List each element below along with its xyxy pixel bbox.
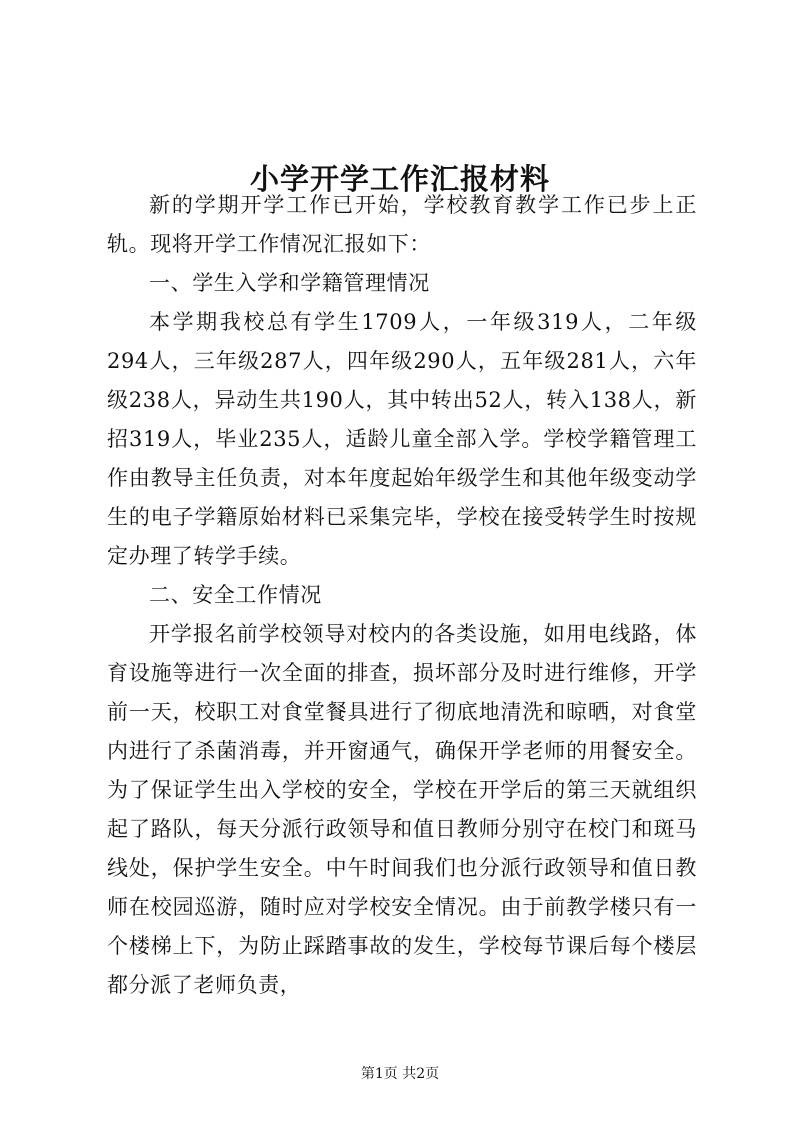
enrollment-paragraph: 本学期我校总有学生1709人，一年级319人，二年级294人，三年级287人，四年级290人，五年级281人，六年级238人，异动生共190人，其中转出52人，转入138人，新招319人，毕业235人，适龄儿童全部入学。学校学籍管理工作由教导主任负责，对本年度起始年级学生和其他年级变动学生的电子学籍原始材料已采集完毕，学校在接受转学生时按规定办理了转学手续。 (107, 310, 697, 568)
document-title: 小学开学工作汇报材料 (249, 162, 550, 197)
section-heading-enrollment: 一、学生入学和学籍管理情况 (149, 271, 430, 295)
document-body (107, 186, 697, 1005)
page-number-footer: 第1页 共2页 (360, 1066, 440, 1082)
section-heading-safety: 二、安全工作情况 (149, 583, 322, 607)
intro-paragraph: 新的学期开学工作已开始，学校教育教学工作已步上正轨。现将开学工作情况汇报如下： (107, 193, 697, 256)
safety-paragraph: 开学报名前学校领导对校内的各类设施，如用电线路，体育设施等进行一次全面的排查，损坏部分及时进行维修，开学前一天，校职工对食堂餐具进行了彻底地清洗和晾晒，对食堂内进行了杀菌消毒，并开窗通气，确保开学老师的用餐安全。为了保证学生出入学校的安全，学校在开学后的第三天就组织起了路队，每天分派行政领导和值日教师分别守在校门和斑马线处，保护学生安全。中午时间我们也分派行政领导和值日教师在校园巡游，随时应对学校安全情况。由于前教学楼只有一个楼梯上下，为防止踩踏事故的发生，学校每节课后每个楼层都分派了老师负责， (107, 622, 697, 997)
